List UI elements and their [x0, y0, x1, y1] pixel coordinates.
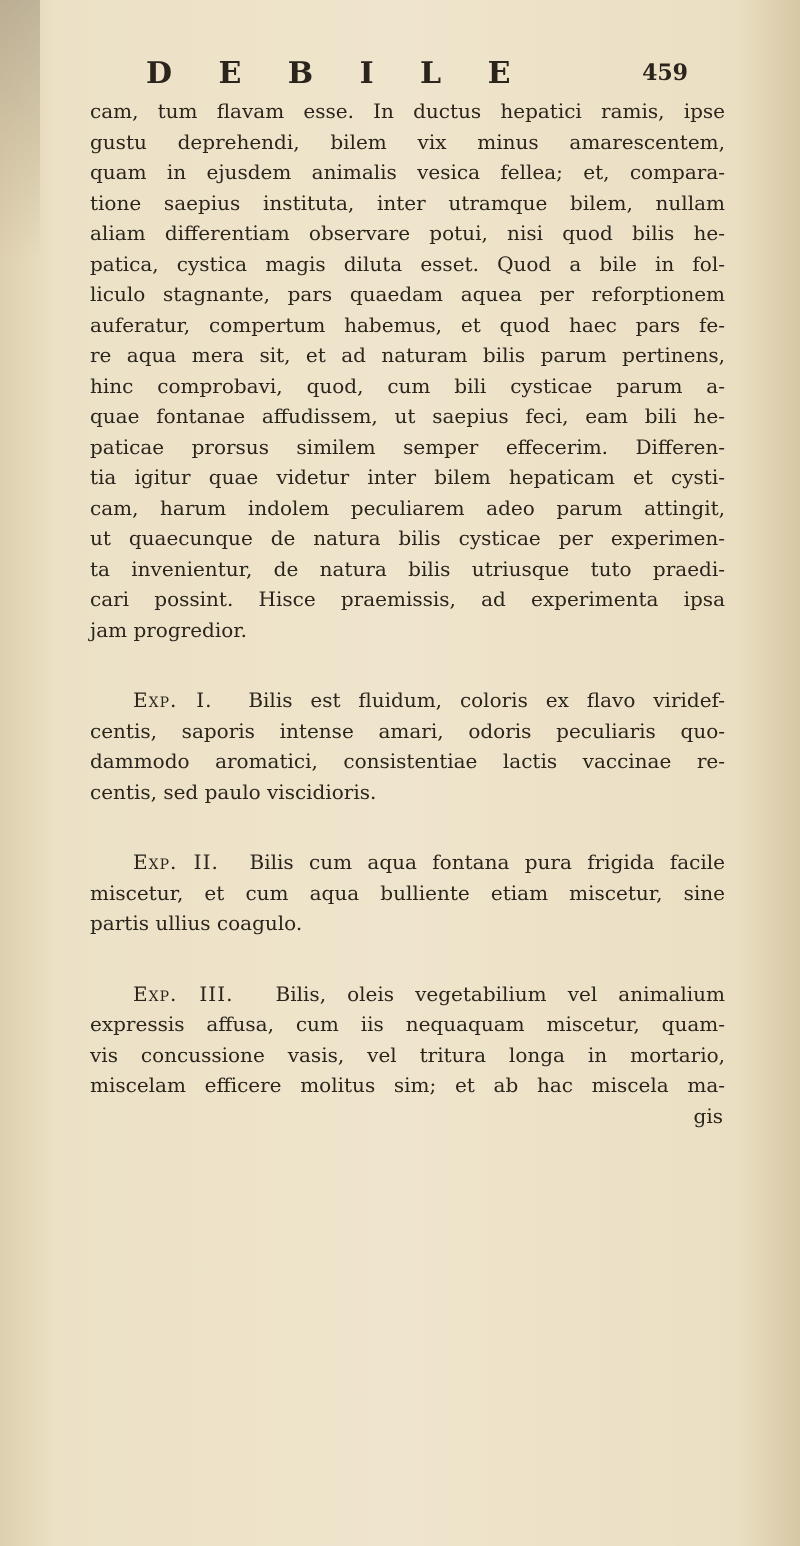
text-line: [90, 847, 725, 878]
text-span: Bilis, oleis vegetabilium vel animalium: [275, 981, 725, 1006]
text-line: liculo stagnante, pars quaedam aquea per reforptionem: [90, 282, 725, 306]
experiment-3: [90, 979, 725, 1101]
paragraph-gap: [90, 645, 725, 685]
text-line: partis ullius coagulo.: [90, 911, 303, 935]
running-head: [146, 56, 688, 96]
text-line: tione saepius instituta, inter utramque bilem, nullam: [90, 190, 725, 215]
text-line: cam, harum indolem peculiarem adeo parum attingit,: [90, 495, 725, 520]
text-line: aliam differentiam observare potui, nisi quod bilis he-: [90, 221, 725, 245]
text-line: centis, sed paulo viscidioris.: [90, 779, 377, 804]
text-line: [90, 685, 725, 716]
page-number: 459: [642, 60, 688, 86]
body-text: [90, 96, 725, 1131]
paragraph-gap: [90, 807, 725, 847]
experiment-1: [90, 685, 725, 807]
text-line: quam in ejusdem animalis vesica fellea; et, compara-: [90, 160, 725, 184]
text-line: jam progredior.: [90, 617, 248, 642]
text-line: patica, cystica magis diluta esset. Quod a bile in fol-: [90, 251, 725, 276]
page-edge-shadow: [0, 0, 40, 260]
experiment-label: Exp. III.: [133, 981, 234, 1006]
text-span: Bilis cum aqua fontana pura frigida facile: [249, 850, 725, 874]
catchword: gis: [693, 1103, 723, 1128]
text-line: hinc comprobavi, quod, cum bili cysticae parum a-: [90, 373, 725, 398]
text-line: tia igitur quae videtur inter bilem hepaticam et cysti-: [90, 465, 725, 489]
text-line: auferatur, compertum habemus, et quod haec pars fe-: [90, 312, 725, 337]
text-line: centis, saporis intense amari, odoris peculiaris quo-: [90, 718, 725, 743]
text-line: cari possint. Hisce praemissis, ad experimenta ipsa: [90, 587, 725, 611]
text-line: dammodo aromatici, consistentiae lactis vaccinae re-: [90, 749, 725, 773]
text-line: cam, tum flavam esse. In ductus hepatici ramis, ipse: [90, 99, 725, 123]
text-line: ut quaecunque de natura bilis cysticae per experimen-: [90, 526, 725, 550]
text-line: ta invenientur, de natura bilis utriusque tuto praedi-: [90, 556, 725, 581]
paragraph-1: [90, 96, 725, 645]
text-line: quae fontanae affudissem, ut saepius feci, eam bili he-: [90, 404, 725, 428]
running-head-title: D E B I L E: [146, 56, 529, 91]
experiment-2: [90, 847, 725, 939]
experiment-label: Exp. II.: [133, 850, 219, 874]
text-span: Bilis est fluidum, coloris ex flavo viridef-: [248, 688, 726, 712]
text-line: expressis affusa, cum iis nequaquam miscetur, quam-: [90, 1012, 725, 1036]
experiment-label: Exp. I.: [133, 688, 213, 712]
text-line: gustu deprehendi, bilem vix minus amarescentem,: [90, 129, 725, 154]
text-line: re aqua mera sit, et ad naturam bilis parum pertinens,: [90, 343, 725, 367]
paragraph-gap: [90, 939, 725, 979]
text-line: miscelam efficere molitus sim; et ab hac miscela ma-: [90, 1073, 725, 1097]
text-line: vis concussione vasis, vel tritura longa in mortario,: [90, 1042, 725, 1067]
text-line: [90, 979, 725, 1010]
text-line: miscetur, et cum aqua bulliente etiam miscetur, sine: [90, 880, 725, 905]
text-line: paticae prorsus similem semper effecerim. Differen-: [90, 434, 725, 459]
